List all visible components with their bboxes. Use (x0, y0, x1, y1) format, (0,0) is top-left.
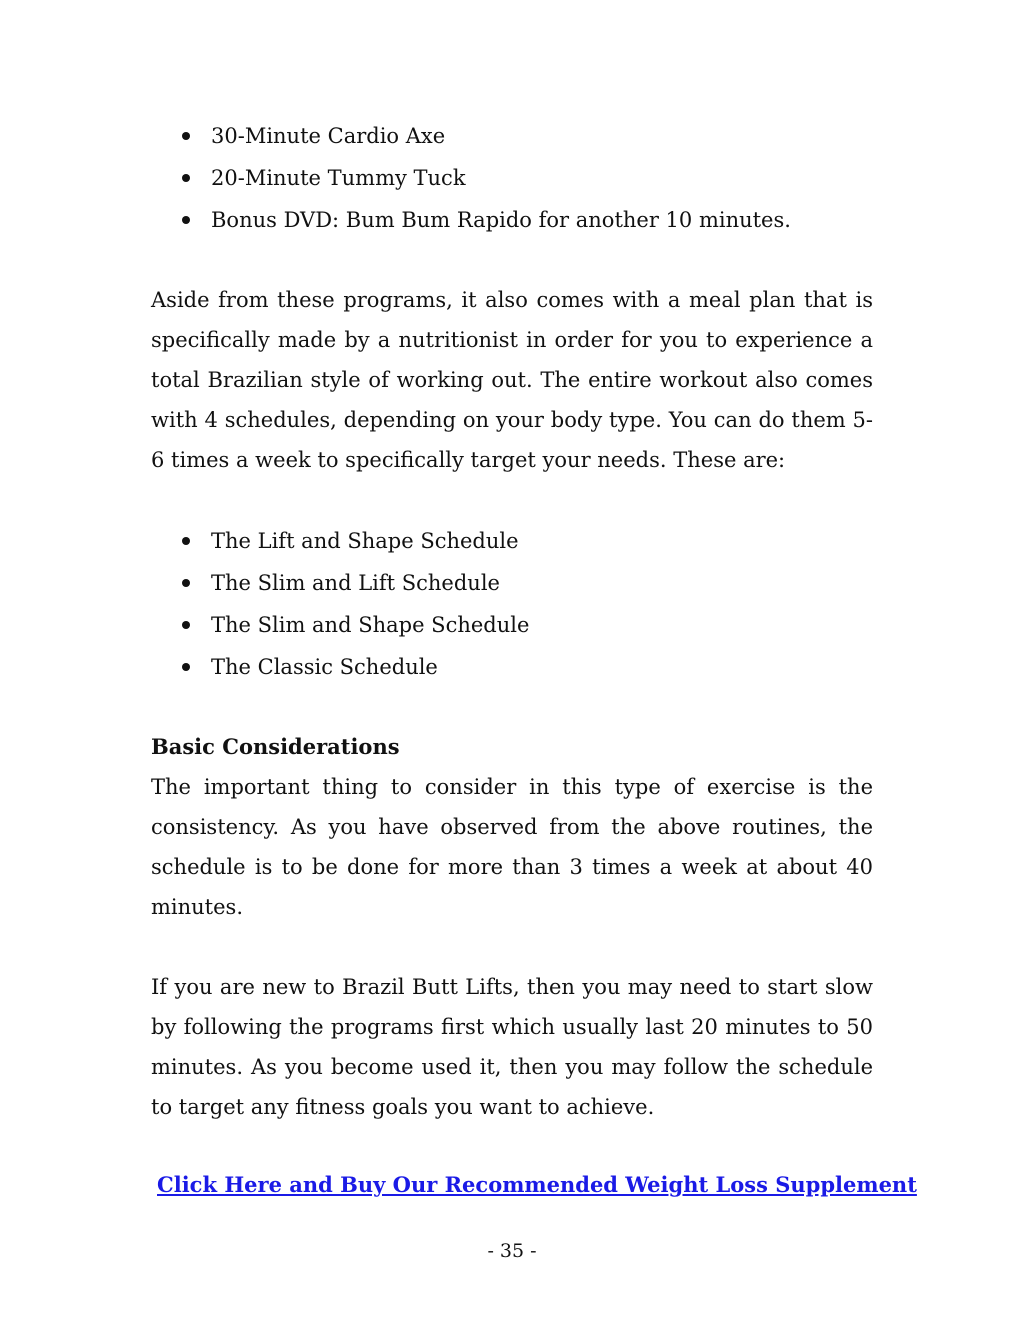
list-item: The Lift and Shape Schedule (151, 520, 529, 562)
schedule-list (151, 520, 529, 688)
paragraph-beginners: If you are new to Brazil Butt Lifts, then you may need to start slow by following the programs first which usually last 20 minutes to 50 minutes. As you become used it, then you may follow the schedule to target any fitness goals you want to achieve. (151, 975, 873, 1119)
bullet-icon (182, 621, 190, 629)
list-item: The Slim and Shape Schedule (151, 604, 529, 646)
page-number: - 35 - (487, 1240, 537, 1262)
list-item: The Classic Schedule (151, 646, 529, 688)
list-item: Bonus DVD: Bum Bum Rapido for another 10 minutes. (151, 199, 791, 241)
list-item: The Slim and Lift Schedule (151, 562, 529, 604)
bullet-icon (182, 579, 190, 587)
document-page (151, 0, 917, 1325)
paragraph-meal-plan: Aside from these programs, it also comes with a meal plan that is specifically made by a nutritionist in order for you to experience a total Brazilian style of working out. The entire workout also comes with 4 schedules, depending on your body type. You can do them 5-6 times a week to specifically target your needs. These are: (151, 288, 873, 472)
bullet-icon (182, 663, 190, 671)
bullet-icon (182, 174, 190, 182)
bullet-icon (182, 216, 190, 224)
paragraph-consistency: The important thing to consider in this type of exercise is the consistency. As you have observed from the above routines, the schedule is to be done for more than 3 times a week at about 40 minutes. (151, 775, 873, 919)
program-list (151, 115, 791, 241)
buy-supplement-link[interactable]: Click Here and Buy Our Recommended Weight Loss Supplement (157, 1172, 917, 1197)
bullet-icon (182, 132, 190, 140)
list-item: 30-Minute Cardio Axe (151, 115, 791, 157)
section-heading: Basic Considerations (151, 734, 400, 759)
list-item: 20-Minute Tummy Tuck (151, 157, 791, 199)
bullet-icon (182, 537, 190, 545)
